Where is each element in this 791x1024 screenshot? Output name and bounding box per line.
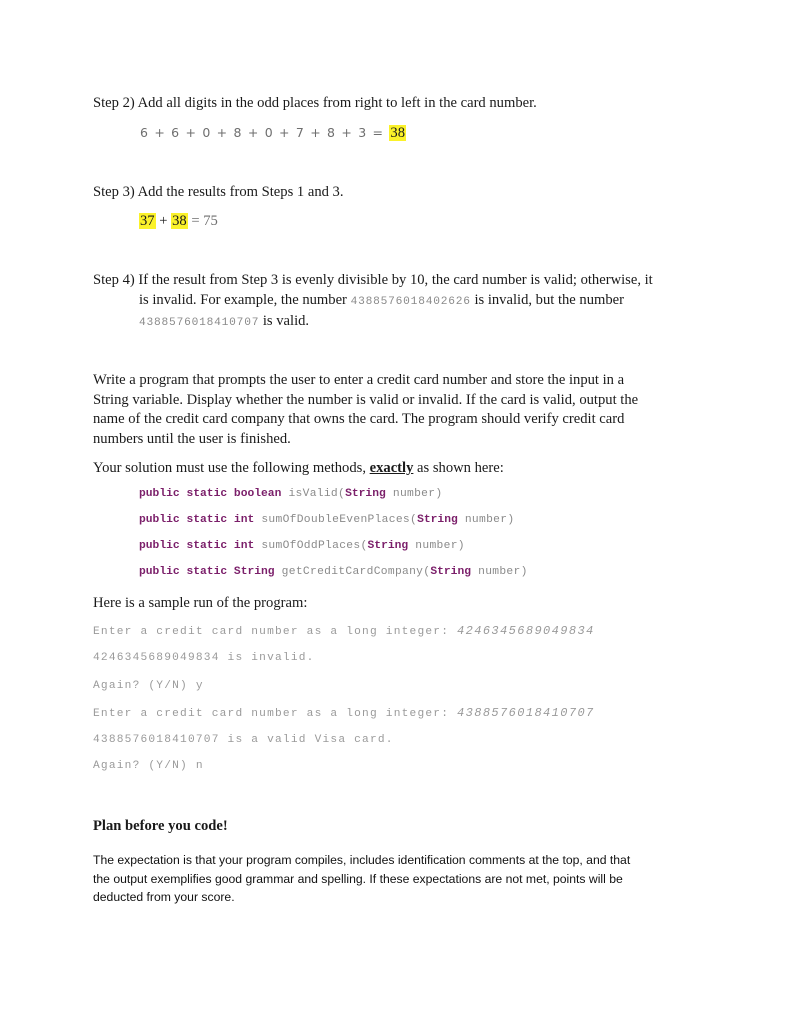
method-name: sumOfOddPlaces( bbox=[254, 540, 368, 552]
prompt-line4: numbers until the user is finished. bbox=[93, 431, 291, 447]
method-param-name: number) bbox=[457, 514, 515, 526]
prompt-line2: String variable. Display whether the number is valid or invalid. If the card is valid, output the bbox=[93, 392, 639, 408]
sample-line-result: 4388576018410707 is a valid Visa card. bbox=[93, 734, 394, 746]
step3-result: = 75 bbox=[187, 213, 218, 229]
expectation-line2: the output exemplifies good grammar and spelling. If these expectations are not met, points will be bbox=[93, 872, 623, 886]
method-signature bbox=[139, 540, 465, 552]
method-name: getCreditCardCompany( bbox=[274, 566, 431, 578]
method-param-type: String bbox=[417, 514, 458, 526]
prompt-line1: Write a program that prompts the user to enter a credit card number and store the input in a bbox=[93, 372, 625, 388]
step2-sum-expression: 6 + 6 + 0 + 8 + 0 + 7 + 8 + 3 = bbox=[140, 125, 390, 140]
sample-line-again: Again? (Y/N) y bbox=[93, 680, 204, 692]
sample-line-result: 4246345689049834 is invalid. bbox=[93, 652, 315, 664]
plan-heading: Plan before you code! bbox=[93, 818, 228, 834]
step4-line2-pre: is invalid. For example, the number bbox=[139, 292, 351, 308]
sample-user-input: 4246345689049834 bbox=[457, 624, 595, 638]
step2-sum-result: 38 bbox=[390, 125, 405, 141]
expectation-line3: deducted from your score. bbox=[93, 890, 235, 904]
step4-line1: Step 4) If the result from Step 3 is evenly divisible by 10, the card number is valid; otherwise, it bbox=[93, 272, 653, 288]
method-param-name: number) bbox=[385, 488, 443, 500]
step4-valid-number: 4388576018410707 bbox=[139, 317, 260, 329]
method-name: sumOfDoubleEvenPlaces( bbox=[254, 514, 418, 526]
method-signature bbox=[139, 566, 528, 578]
sample-prompt-text: Enter a credit card number as a long integer: bbox=[93, 708, 458, 720]
step4-line2 bbox=[139, 292, 624, 309]
method-modifiers: public static String bbox=[139, 566, 275, 578]
sample-line-prompt bbox=[93, 706, 595, 720]
sample-line-prompt bbox=[93, 624, 595, 638]
step3-text: Step 3) Add the results from Steps 1 and 3. bbox=[93, 184, 344, 200]
method-name: isValid( bbox=[281, 488, 346, 500]
expectation-line1: The expectation is that your program compiles, includes identification comments at the top, and that bbox=[93, 853, 631, 867]
step3-value-b: 38 bbox=[172, 213, 187, 229]
method-param-name: number) bbox=[471, 566, 528, 578]
step4-line3-post: is valid. bbox=[259, 313, 310, 329]
prompt-line3: name of the credit card company that owns the card. The program should verify credit card bbox=[93, 411, 625, 427]
step3-value-a: 37 bbox=[140, 213, 155, 229]
step4-invalid-number: 4388576018402626 bbox=[350, 296, 471, 308]
step3-plus: + bbox=[155, 213, 172, 229]
step2-text: Step 2) Add all digits in the odd places from right to left in the card number. bbox=[93, 95, 537, 111]
methods-intro bbox=[93, 460, 504, 477]
methods-intro-pre: Your solution must use the following methods, bbox=[93, 460, 370, 476]
sample-line-again: Again? (Y/N) n bbox=[93, 760, 204, 772]
method-param-name: number) bbox=[408, 540, 465, 552]
step4-line3 bbox=[139, 313, 309, 330]
step3-sum bbox=[139, 213, 218, 230]
method-modifiers: public static int bbox=[139, 514, 255, 526]
methods-intro-post: as shown here: bbox=[413, 460, 504, 476]
method-signature bbox=[139, 514, 514, 526]
sample-prompt-text: Enter a credit card number as a long integer: bbox=[93, 626, 458, 638]
sample-intro: Here is a sample run of the program: bbox=[93, 595, 308, 611]
method-param-type: String bbox=[345, 488, 386, 500]
step2-sum bbox=[140, 124, 406, 142]
method-modifiers: public static boolean bbox=[139, 488, 282, 500]
methods-intro-emphasis: exactly bbox=[369, 460, 414, 476]
step4-line2-post: is invalid, but the number bbox=[470, 292, 625, 308]
method-param-type: String bbox=[367, 540, 409, 552]
method-signature bbox=[139, 488, 442, 500]
method-param-type: String bbox=[430, 566, 472, 578]
method-modifiers: public static int bbox=[139, 540, 255, 552]
sample-user-input: 4388576018410707 bbox=[457, 706, 595, 720]
